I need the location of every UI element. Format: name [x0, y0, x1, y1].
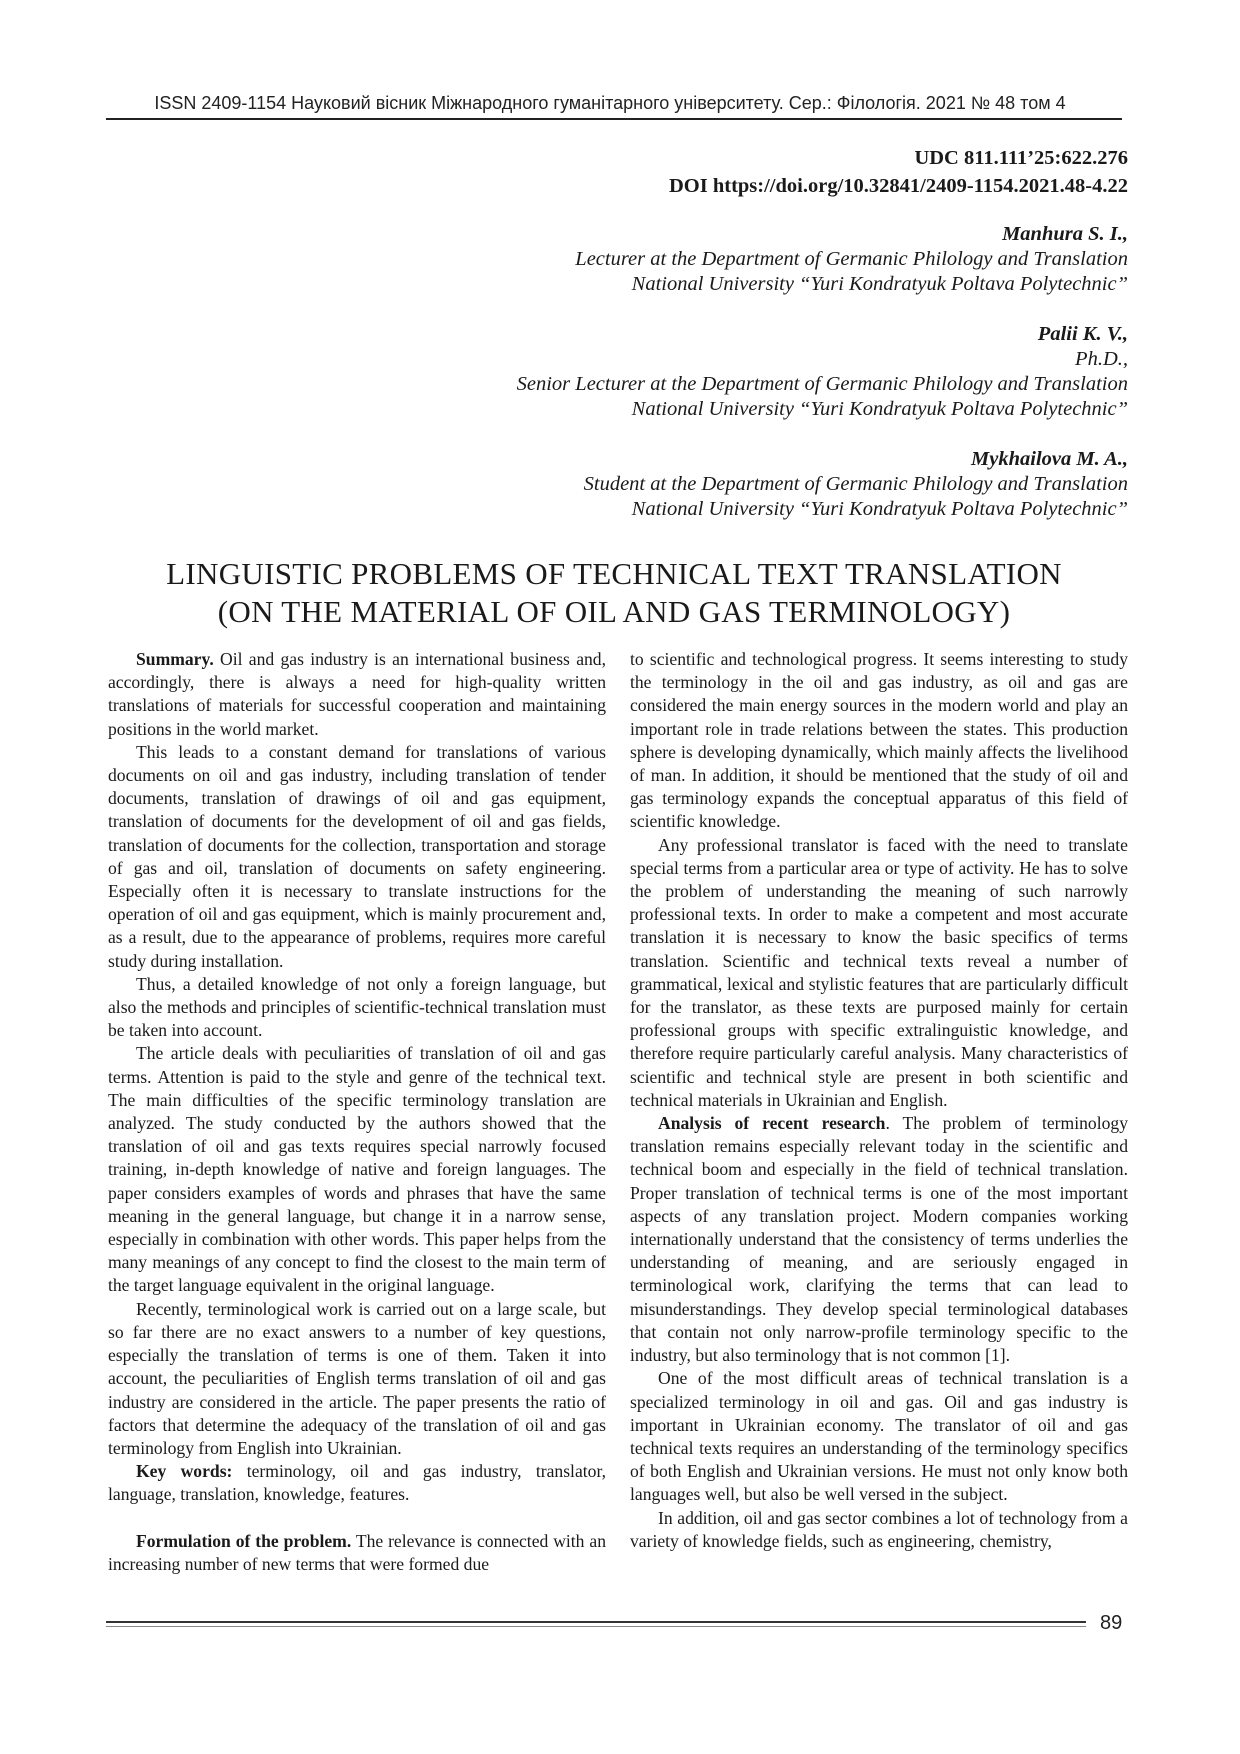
body-paragraph: In addition, oil and gas sector combines a lot of technology from a variety of knowledge fields, such as engineering, chemistry,	[630, 1507, 1128, 1551]
footer-rule	[106, 1621, 1086, 1623]
author-name: Mykhailova M. A.,	[971, 448, 1128, 470]
udc-doi-block	[669, 144, 1128, 200]
formulation-paragraph	[108, 1530, 606, 1576]
body-paragraph: One of the most difficult areas of technical translation is a specialized terminology in oil and gas. Oil and gas industry is important in Ukrainian economy. The translator of oil and gas technical texts requires an understanding of the terminology specifics of both English and Ukrainian versions. He must not only know both languages well, but also be well versed in the subject.	[630, 1368, 1128, 1505]
title-line-2: (ON THE MATERIAL OF OIL AND GAS TERMINOLOGY)	[217, 594, 1011, 629]
header-rule	[106, 118, 1122, 120]
body-paragraph: to scientific and technological progress. It seems interesting to study the terminology in the oil and gas industry, as oil and gas are considered the main energy sources in the modern world and play an important role in trade relations between the states. This production sphere is developing dynamically, which mainly affects the livelihood of man. In addition, it should be mentioned that the study of oil and gas terminology expands the conceptual apparatus of this field of scientific knowledge.	[630, 649, 1128, 832]
footer-rule-thin	[106, 1626, 1086, 1627]
body-paragraph: Thus, a detailed knowledge of not only a foreign language, but also the methods and principles of scientific-technical translation must be taken into account.	[108, 973, 606, 1041]
analysis-label: Analysis of recent research	[658, 1113, 886, 1134]
page-number: 89	[1100, 1612, 1123, 1634]
author-name: Palii K. V.,	[1037, 323, 1128, 345]
article-title	[106, 555, 1122, 631]
summary-text: Oil and gas industry is an international business and, accordingly, there is always a need for high-quality written translations of materials for successful cooperation and maintaining positions in the world market.	[108, 649, 606, 739]
author-name: Manhura S. I.,	[1002, 223, 1128, 245]
analysis-text: . The problem of terminology translation remains especially relevant today in the scientific and technical boom and especially in the field of technical translation. Proper translation of technical terms is one of the most important aspects of any translation project. Modern companies working internationally understand that the consistency of terms underlies the understanding of meaning, and are seriously engaged in terminological work, clarifying the terms that can lead to misunderstandings. They develop special terminological databases that contain not only narrow-profile terminology specific to the industry, but also terminology that is not common [1].	[630, 1113, 1128, 1366]
author-block-1	[575, 222, 1128, 297]
running-head: ISSN 2409-1154 Науковий вісник Міжнародного гуманітарного університету. Сер.: Філологія. 2021 № 48 том 4	[154, 93, 1066, 113]
body-paragraph: Recently, terminological work is carried out on a large scale, but so far there are no exact answers to a number of key questions, especially the translation of terms is one of them. Taken it into account, the peculiarities of English terms translation of oil and gas industry are considered in the article. The paper presents the ratio of factors that determine the adequacy of the translation of oil and gas terminology from English into Ukrainian.	[108, 1298, 606, 1458]
body-paragraph: The article deals with peculiarities of translation of oil and gas terms. Attention is paid to the style and genre of the technical text. The main difficulties of the specific terminology translation are analyzed. The study conducted by the authors showed that the translation of oil and gas texts requires special narrowly focused training, in-depth knowledge of native and foreign languages. The paper considers examples of words and phrases that have the same meaning in the general language, but change it in a narrow sense, especially in combination with other words. This paper helps from the many meanings of any concept to find the closest to the main term of the target language equivalent in the original language.	[108, 1043, 606, 1296]
author-block-2	[517, 322, 1128, 422]
author-block-3	[584, 447, 1128, 522]
left-column	[108, 648, 606, 1576]
keywords-paragraph	[108, 1460, 606, 1506]
body-paragraph: Any professional translator is faced with the need to translate special terms from a particular area or type of activity. He has to solve the problem of understanding the meaning of such narrowly professional texts. In order to make a competent and most accurate translation it is necessary to know the basic specifics of terms translation. Scientific and technical texts reveal a number of grammatical, lexical and stylistic features that are particularly difficult for the translator, as these texts are purposed mainly for certain professional groups with specific extralinguistic knowledge, and therefore require particularly careful analysis. Many characteristics of scientific and technical style are present in both scientific and technical materials in Ukrainian and English.	[630, 834, 1128, 1110]
summary-label: Summary.	[136, 649, 214, 669]
formulation-label: Formulation of the problem.	[136, 1530, 352, 1551]
summary-paragraph	[108, 648, 606, 741]
author-affiliation: National University “Yuri Kondratyuk Poltava Polytechnic”	[631, 498, 1128, 520]
formulation-text: The relevance is connected with an increasing number of new terms that were formed due	[108, 1530, 606, 1574]
keywords-label: Key words:	[136, 1461, 233, 1482]
author-affiliation: Lecturer at the Department of Germanic Philology and Translation	[575, 248, 1128, 270]
doi[interactable]: DOI https://doi.org/10.32841/2409-1154.2021.48-4.22	[669, 175, 1128, 197]
body-paragraph: This leads to a constant demand for translations of various documents on oil and gas industry, including translation of tender documents, translation of drawings of oil and gas equipment, translation of documents for the development of oil and gas fields, translation of documents for the collection, transportation and storage of gas and oil, translation of documents on safety engineering. Especially often it is necessary to translate instructions for the operation of oil and gas equipment, which is mainly procurement and, as a result, due to the appearance of problems, requires more careful study during installation.	[108, 741, 606, 971]
analysis-paragraph	[630, 1112, 1128, 1367]
author-affiliation: Senior Lecturer at the Department of Germanic Philology and Translation	[516, 373, 1128, 395]
udc-code: UDC 811.111’25:622.276	[914, 147, 1128, 169]
author-affiliation: National University “Yuri Kondratyuk Poltava Polytechnic”	[631, 273, 1128, 295]
author-affiliation: National University “Yuri Kondratyuk Poltava Polytechnic”	[631, 398, 1128, 420]
right-column	[630, 648, 1128, 1553]
author-degree: Ph.D.,	[1075, 348, 1128, 370]
author-affiliation: Student at the Department of Germanic Philology and Translation	[583, 473, 1128, 495]
keywords-text: terminology, oil and gas industry, translator, language, translation, knowledge, features.	[108, 1461, 606, 1505]
title-line-1: LINGUISTIC PROBLEMS OF TECHNICAL TEXT TRANSLATION	[166, 556, 1062, 591]
